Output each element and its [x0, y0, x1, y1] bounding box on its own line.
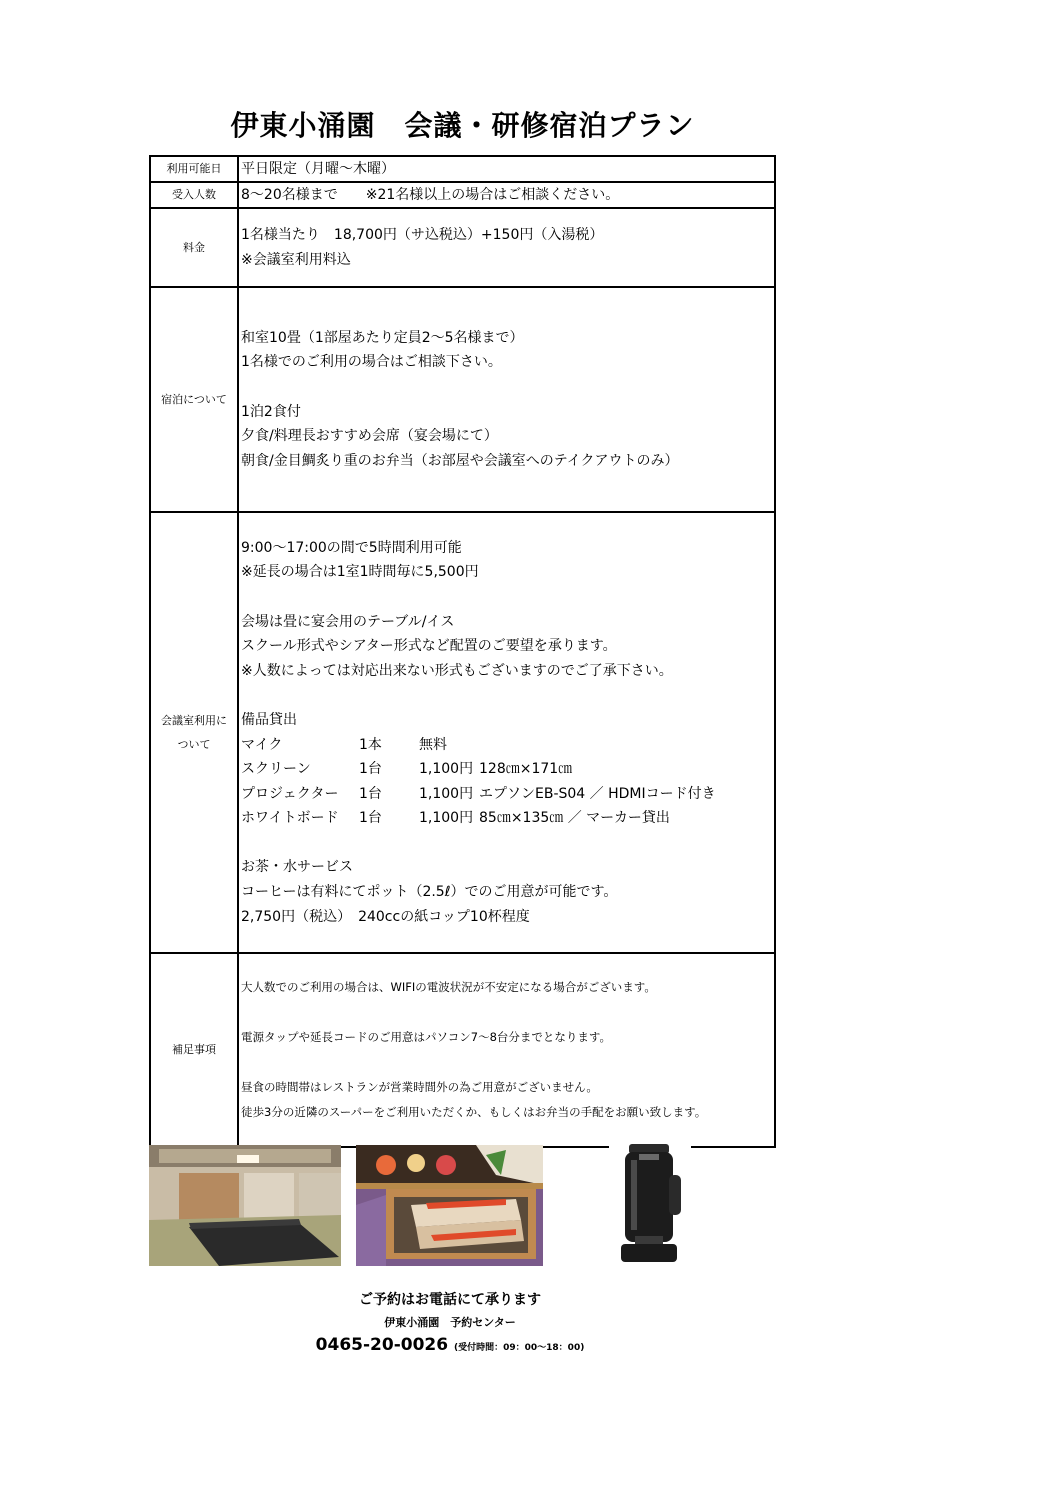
row-label-stay: 宿泊について	[150, 287, 238, 512]
notes-value: 大人数でのご利用の場合は、WIFIの電波状況が不安定になる場合がございます。 電源タップや延長コードのご用意はパソコン7～8台分までとなります。 昼食の時間帯はレストランが営業時間外の為ご用意がございません。 徒歩3分の近隣のスーパーをご利用いただくか、もしくはお弁当の手配をお願い致します。	[238, 953, 775, 1147]
row-label-price: 料金	[150, 208, 238, 287]
capacity-value: 8～20名様まで ※21名様以上の場合はご相談ください。	[238, 182, 775, 208]
reception-hours: (受付時間：09：00～18：00)	[454, 1343, 585, 1353]
equipment-heading: 備品貸出	[241, 711, 297, 728]
row-label-notes: 補足事項	[150, 953, 238, 1147]
table-row	[150, 182, 775, 208]
row-label-capacity: 受入人数	[150, 182, 238, 208]
stay-value: 和室10畳（1部屋あたり定員2～5名様まで） 1名様でのご利用の場合はご相談下さい。 1泊2食付 夕食/料理長おすすめ会席（宴会場にて） 朝食/金目鯛炙り重のお弁当（お部屋や会議室へのテイクアウトのみ）	[238, 287, 775, 512]
table-row	[150, 208, 775, 287]
coffee-pot-photo	[609, 1140, 691, 1268]
page-title: 伊東小涌園 会議・研修宿泊プラン	[230, 109, 695, 142]
table-row	[150, 156, 775, 182]
plan-table	[149, 155, 776, 1148]
table-row	[150, 287, 775, 512]
table-row	[150, 512, 775, 953]
meeting-room-photo	[149, 1145, 341, 1266]
phone-number[interactable]: 0465-20-0026	[315, 1335, 449, 1355]
equipment-row: スクリーン 1台 1,100円 128㎝×171㎝	[241, 761, 573, 778]
price-value: 1名様当たり 18,700円（サ込税込）+150円（入湯税） ※会議室利用料込	[238, 208, 775, 287]
row-label-availability: 利用可能日	[150, 156, 238, 182]
equipment-row: プロジェクター 1台 1,100円 エプソンEB-S04 ／ HDMIコード付き	[241, 785, 716, 802]
equipment-row: マイク 1本 無料	[241, 736, 447, 753]
reservation-note: ご予約はお電話にて承ります	[359, 1292, 541, 1308]
bento-photo	[356, 1145, 543, 1266]
reservation-center: 伊東小涌園 予約センター	[384, 1316, 516, 1329]
row-label-meeting: 会議室利用に ついて	[150, 512, 238, 953]
table-row	[150, 953, 775, 1147]
meeting-value: 9:00～17:00の間で5時間利用可能 ※延長の場合は1室1時間毎に5,500円 会場は畳に宴会用のテーブル/イス スクール形式やシアター形式など配置のご要望を承ります。 ※人数によっては対応出来ない形式もございますのでご了承下さい。 備品貸出 マイク 1本 無料 スクリーン 1台 1,100円 128㎝×171㎝ プロジェクター 1台 1,100円 エプソンEB-S04 ／ HDMIコード付き ホワイトボード 1台 1,100円 85㎝×135㎝ ／ マーカー貸出 お茶・水サービス コーヒーは有料にてポット（2.5ℓ）でのご用意が可能です。 2,750円（税込） 240ccの紙コップ10杯程度	[238, 512, 775, 953]
availability-value: 平日限定（月曜～木曜）	[238, 156, 775, 182]
equipment-row: ホワイトボード 1台 1,100円 85㎝×135㎝ ／ マーカー貸出	[241, 810, 670, 827]
phone-line	[0, 1335, 900, 1355]
